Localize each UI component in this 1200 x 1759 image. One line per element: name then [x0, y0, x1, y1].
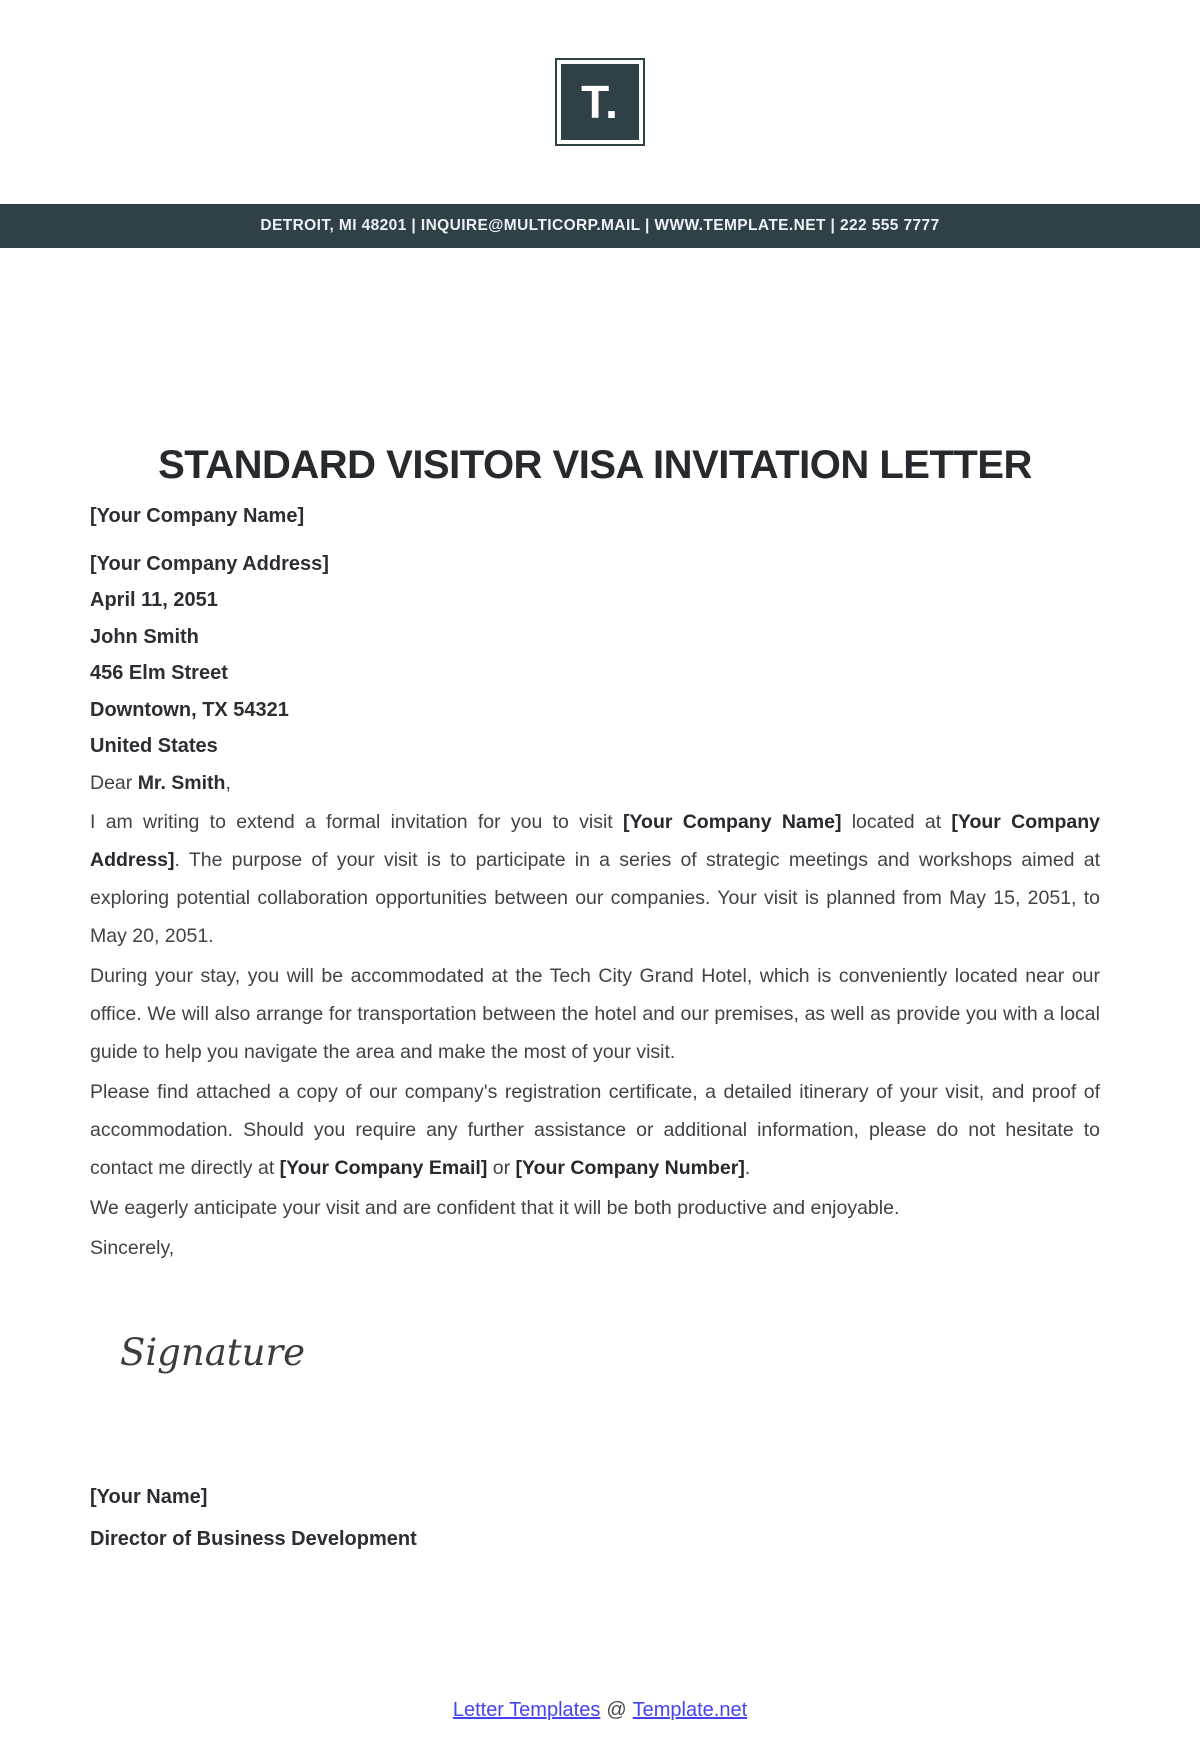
brand-logo-icon — [561, 64, 639, 140]
company-name-line: [Your Company Name] — [90, 505, 305, 527]
body-text-run: I am writing to extend a formal invitation for you to visit — [90, 810, 623, 833]
recipient-street-line: 456 Elm Street — [90, 662, 228, 684]
letter-content — [0, 442, 1200, 1551]
body-text-run: located at — [841, 810, 952, 833]
sincerely-line: Sincerely, — [90, 1236, 175, 1259]
body-text-run: , — [225, 771, 231, 794]
body-text-run: Dear — [90, 771, 138, 794]
paragraph-accommodation: During your stay, you will be accommodated at the Tech City Grand Hotel, which is conveniently located near our office. We will also arrange for transportation between the hotel and our premises, as well as provide you with a local guide to help you navigate the area and make the most of your visit. — [90, 964, 1100, 1063]
recipient-city-line: Downtown, TX 54321 — [90, 698, 289, 721]
signer-name: [Your Name] — [90, 1485, 208, 1508]
body-text-run: . — [744, 1156, 751, 1179]
body-text-run: Please find attached a copy of our company's registration certificate, a detailed itinerary of your visit, and proof of accommodation. Should you require any further assistance or additional information, please do not hesitate to contact me directly at — [90, 1080, 1100, 1179]
letter-title: STANDARD VISITOR VISA INVITATION LETTER — [158, 443, 1032, 487]
paragraph-attachments — [90, 1073, 1100, 1187]
footer-separator: @ — [606, 1699, 627, 1721]
placeholder-bold-text: [Your Company Email] — [279, 1156, 488, 1179]
placeholder-bold-text: [Your Company Name] — [622, 810, 842, 833]
signature-script: Signature — [120, 1330, 306, 1374]
body-text-run: or — [487, 1156, 516, 1179]
template-net-link[interactable]: Template.net — [632, 1699, 748, 1721]
paragraph-closing: We eagerly anticipate your visit and are confident that it will be both productive and enjoyable. — [90, 1196, 900, 1219]
footer-attribution — [0, 1699, 1200, 1722]
recipient-name-line: John Smith — [90, 625, 199, 648]
contact-info-bar — [0, 204, 1200, 248]
signer-title: Director of Business Development — [90, 1527, 417, 1550]
placeholder-bold-text: Mr. Smith — [137, 771, 226, 794]
letter-templates-link[interactable]: Letter Templates — [452, 1699, 601, 1721]
sender-recipient-block — [90, 498, 1100, 765]
letter-body — [90, 803, 1100, 1267]
recipient-country-line: United States — [90, 735, 218, 757]
date-line: April 11, 2051 — [90, 589, 218, 611]
brand-logo — [555, 58, 645, 146]
contact-info-text: DETROIT, MI 48201 | INQUIRE@MULTICORP.MAIL | WWW.TEMPLATE.NET | 222 555 7777 — [260, 217, 940, 234]
paragraph-invitation — [90, 803, 1100, 955]
body-text-run: . The purpose of your visit is to participate in a series of strategic meetings and workshops aimed at exploring potential collaboration opportunities between our companies. Your visit is planned from May 15, 2051, to May 20, 2051. — [90, 848, 1100, 947]
logo-text: T. — [581, 76, 619, 128]
letter-page — [0, 58, 1200, 1759]
salutation — [90, 765, 1100, 801]
company-address-line: [Your Company Address] — [90, 552, 329, 575]
placeholder-bold-text: [Your Company Number] — [515, 1156, 745, 1179]
placeholder-bold-text: [Your Company Address] — [90, 810, 1101, 871]
